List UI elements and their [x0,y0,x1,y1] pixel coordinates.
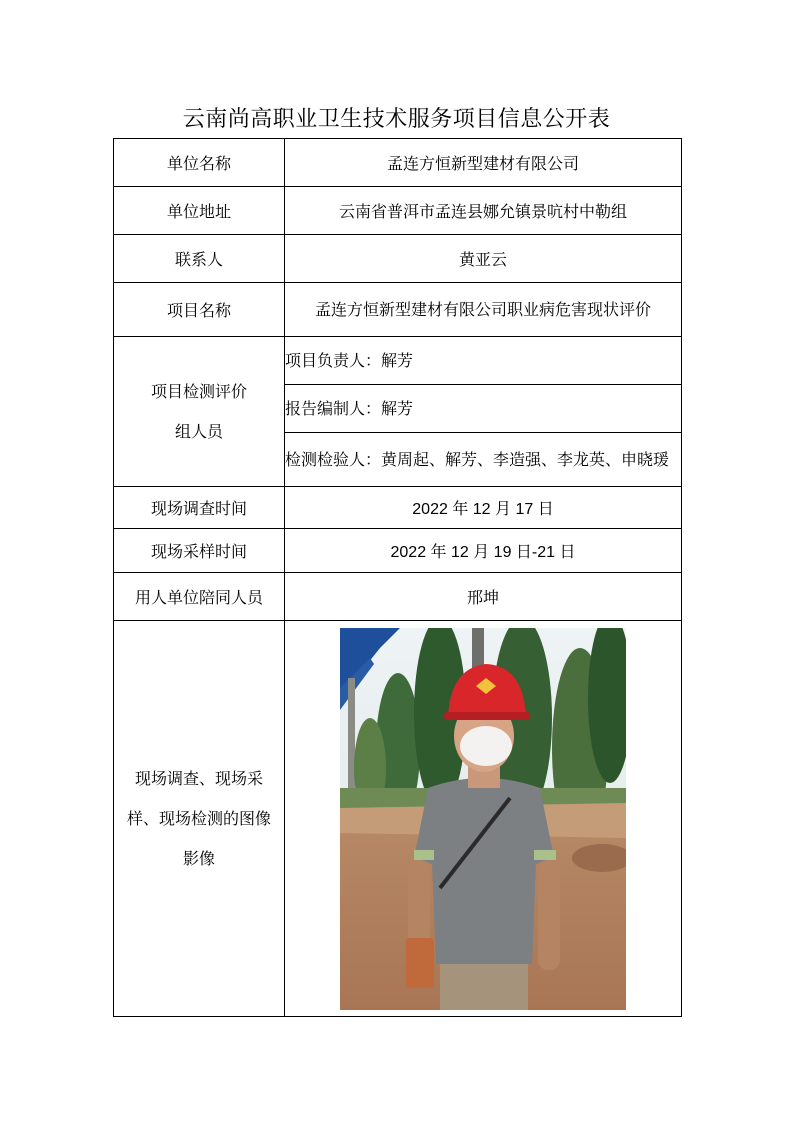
photo-cell [285,621,682,1017]
team-label [114,337,285,487]
contact-value: 黄亚云 [285,235,682,283]
table-row [114,187,682,235]
images-label: 现场调查、现场采样、现场检测的图像影像 [114,621,285,1017]
escort-value: 邢坤 [285,573,682,621]
unit-name-label: 单位名称 [114,139,285,187]
project-name-label: 项目名称 [114,283,285,337]
escort-label: 用人单位陪同人员 [114,573,285,621]
contact-label: 联系人 [114,235,285,283]
table-row [114,573,682,621]
info-table [113,138,682,1017]
table-row [114,139,682,187]
unit-name-value: 孟连方恒新型建材有限公司 [285,139,682,187]
table-row [114,283,682,337]
inspectors-value: 检测检验人：黄周起、解芳、李造强、李龙英、申晓瑗 [285,433,682,487]
site-photo [340,628,626,1010]
survey-time-label: 现场调查时间 [114,487,285,529]
unit-address-label: 单位地址 [114,187,285,235]
sampling-time-value: 2022 年 12 月 19 日-21 日 [285,529,682,573]
sampling-time-label: 现场采样时间 [114,529,285,573]
unit-address-value: 云南省普洱市孟连县娜允镇景吭村中勒组 [285,187,682,235]
project-leader-value: 项目负责人：解芳 [285,337,682,385]
team-label-line1: 项目检测评价 [150,381,247,401]
table-row [114,529,682,573]
report-writer-value: 报告编制人：解芳 [285,385,682,433]
table-row [114,235,682,283]
team-label-line2: 组人员 [174,421,223,441]
table-row [114,487,682,529]
table-row [114,621,682,1017]
survey-time-value: 2022 年 12 月 17 日 [285,487,682,529]
table-row [114,337,682,385]
page-title: 云南尚高职业卫生技术服务项目信息公开表 [182,107,611,132]
project-name-value: 孟连方恒新型建材有限公司职业病危害现状评价 [285,283,682,337]
